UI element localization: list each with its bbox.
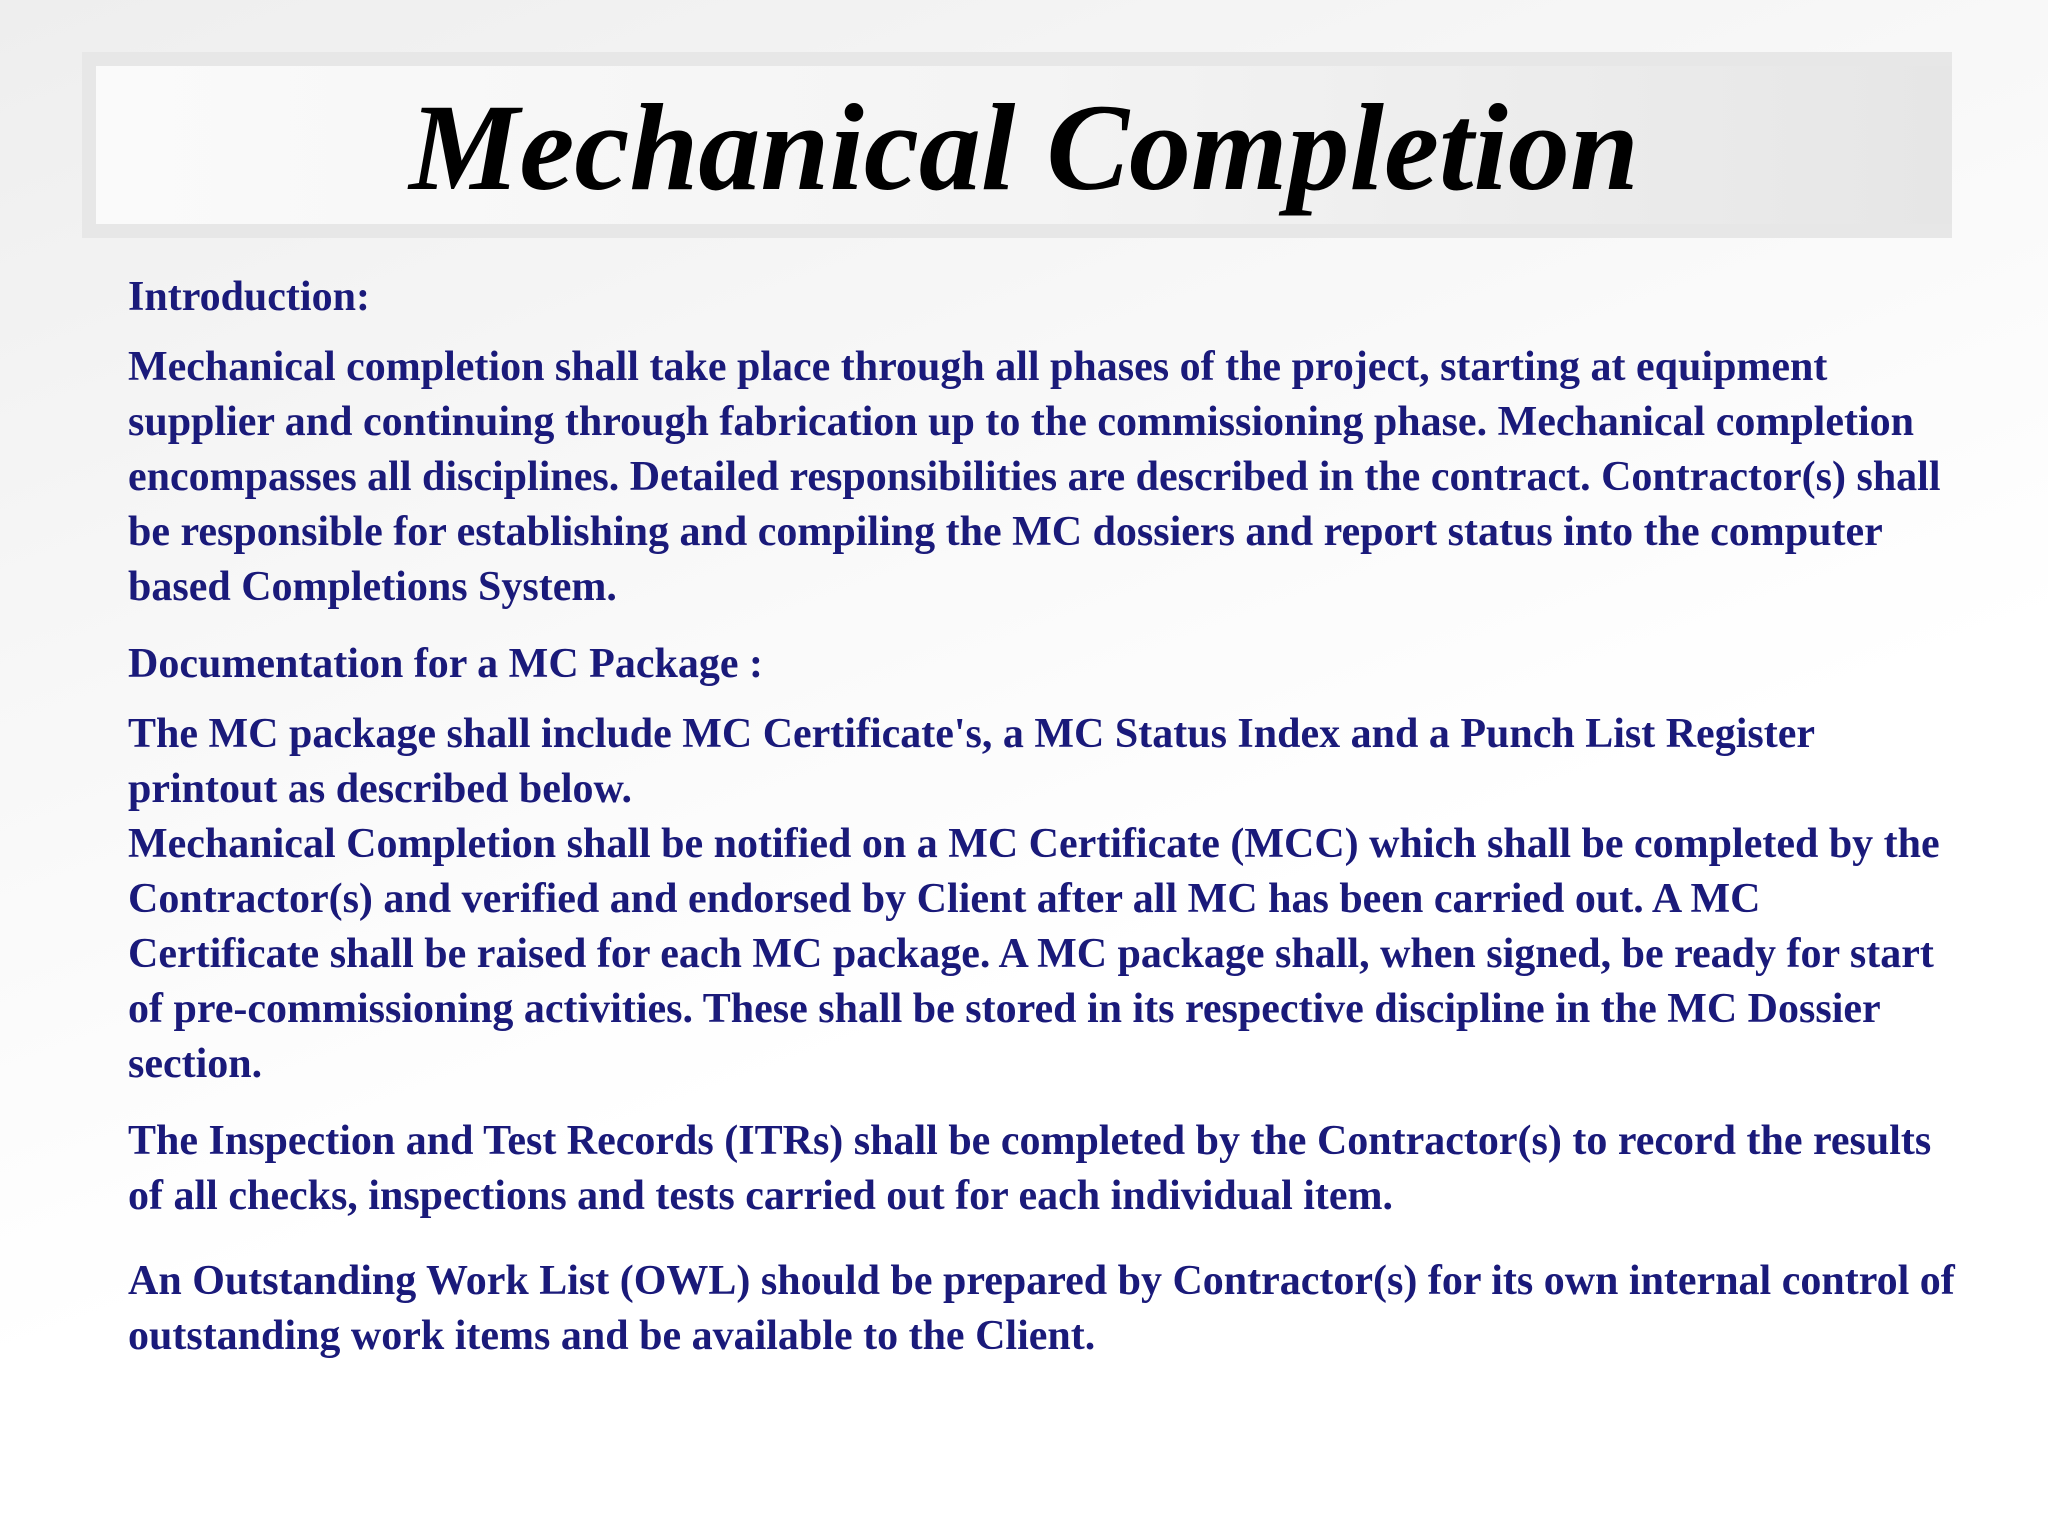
introduction-heading: Introduction: <box>128 274 370 320</box>
page-title: Mechanical Completion <box>409 79 1639 216</box>
itr-paragraph: The Inspection and Test Records (ITRs) shall be completed by the Contractor(s) to record the results of all checks, inspections and tests carried out for each individual item. <box>128 1118 1932 1219</box>
documentation-paragraph-1: The MC package shall include MC Certificate's, a MC Status Index and a Punch List Register printout as described below. <box>128 711 1815 812</box>
documentation-heading: Documentation for a MC Package : <box>128 641 763 687</box>
slide-content <box>128 270 1958 1364</box>
documentation-paragraph-2: Mechanical Completion shall be notified on a MC Certificate (MCC) which shall be completed by the Contractor(s) and verified and endorsed by Client after all MC has been carried out. A MC Certificate shall be raised for each MC package. A MC package shall, when signed, be ready for start of pre-commissioning activities. These shall be stored in its respective discipline in the MC Dossier section. <box>128 821 1940 1087</box>
introduction-paragraph: Mechanical completion shall take place through all phases of the project, starting at equipment supplier and continuing through fabrication up to the commissioning phase. Mechanical completion encompasses all disciplines. Detailed responsibilities are described in the contract. Contractor(s) shall be responsible for establishing and compiling the MC dossiers and report status into the computer based Completions System. <box>128 344 1941 610</box>
owl-paragraph: An Outstanding Work List (OWL) should be prepared by Contractor(s) for its own internal control of outstanding work items and be available to the Client. <box>128 1258 1955 1359</box>
